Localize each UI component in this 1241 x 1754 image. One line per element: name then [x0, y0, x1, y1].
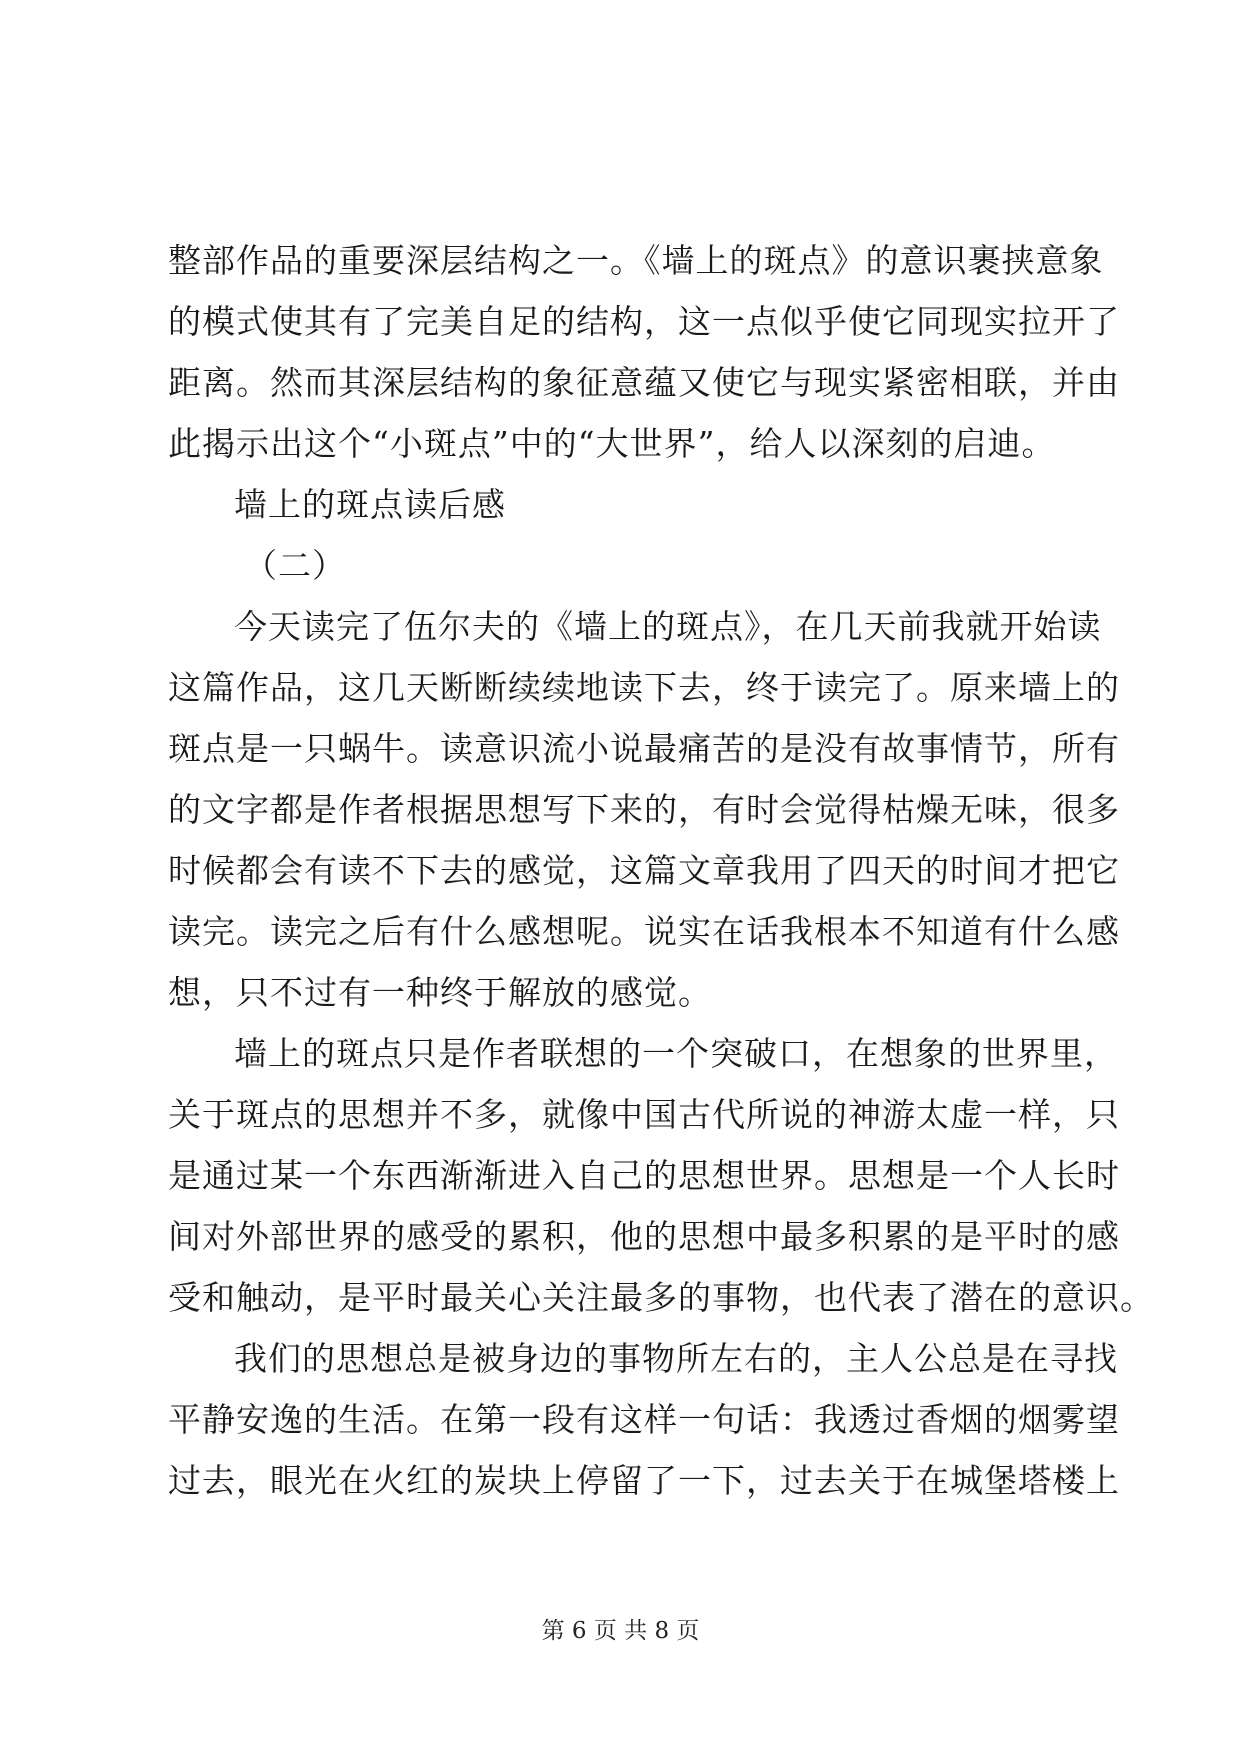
text-line: 受和触动，是平时最关心关注最多的事物，也代表了潜在的意识。 [168, 1278, 1154, 1317]
text-line: 今天读完了伍尔夫的《墙上的斑点》，在几天前我就开始读 [234, 607, 1102, 646]
text-line: 斑点是一只蜗牛。读意识流小说最痛苦的是没有故事情节，所有 [168, 729, 1120, 768]
section-title: 墙上的斑点读后感 [234, 485, 506, 524]
text-line: 关于斑点的思想并不多，就像中国古代所说的神游太虚一样，只 [168, 1095, 1120, 1134]
text-line: 这篇作品，这几天断断续续地读下去，终于读完了。原来墙上的 [168, 668, 1120, 707]
text-line: 的模式使其有了完美自足的结构，这一点似乎使它同现实拉开了 [168, 302, 1120, 341]
text-line: 时候都会有读不下去的感觉，这篇文章我用了四天的时间才把它 [168, 851, 1120, 890]
body-text [168, 230, 1154, 1511]
text-line: 是通过某一个东西渐渐进入自己的思想世界。思想是一个人长时 [168, 1156, 1120, 1195]
text-line: 此揭示出这个“小斑点”中的“大世界”，给人以深刻的启迪。 [168, 424, 1056, 463]
text-line: 平静安逸的生活。在第一段有这样一句话：我透过香烟的烟雾望 [168, 1400, 1120, 1439]
text-line: 的文字都是作者根据思想写下来的，有时会觉得枯燥无味，很多 [168, 790, 1120, 829]
text-line: 距离。然而其深层结构的象征意蕴又使它与现实紧密相联，并由 [168, 363, 1120, 402]
text-line: 读完。读完之后有什么感想呢。说实在话我根本不知道有什么感 [168, 912, 1120, 951]
text-line: 整部作品的重要深层结构之一。《墙上的斑点》的意识裹挟意象 [168, 241, 1104, 280]
section-number: （二） [244, 546, 346, 585]
page-footer: 第 6 页 共 8 页 [541, 1618, 700, 1644]
text-line: 我们的思想总是被身边的事物所左右的，主人公总是在寻找 [234, 1339, 1118, 1378]
text-line: 间对外部世界的感受的累积，他的思想中最多积累的是平时的感 [168, 1217, 1120, 1256]
text-line: 想，只不过有一种终于解放的感觉。 [168, 973, 712, 1012]
text-line: 墙上的斑点只是作者联想的一个突破口，在想象的世界里， [234, 1034, 1118, 1073]
text-line: 过去，眼光在火红的炭块上停留了一下，过去关于在城堡塔楼上 [168, 1461, 1120, 1500]
